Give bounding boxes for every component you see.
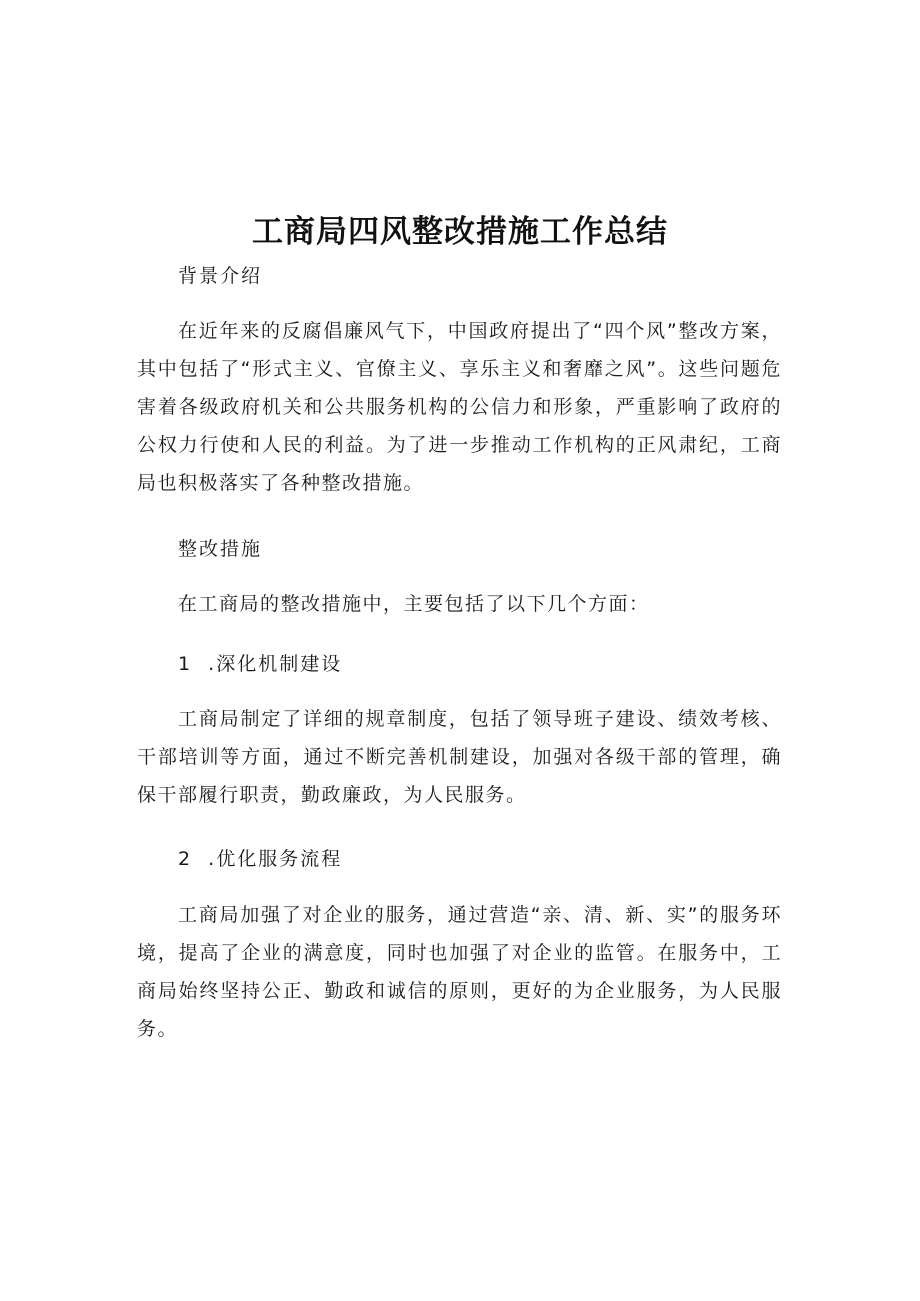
document-title: 工商局四风整改措施工作总结: [252, 214, 668, 250]
section-heading-background: 背景介绍: [178, 265, 263, 287]
item-paragraph-service: 工商局加强了对企业的服务，通过营造“亲、清、新、实”的服务环境，提高了企业的满意度，同时也加强了对企业的监管。在服务中，工商局始终坚持公正、勤政和诚信的原则，更好的为企业服务，为人民服务。: [137, 904, 782, 1040]
background-paragraph: 在近年来的反腐倡廉风气下，中国政府提出了“四个风”整改方案，其中包括了“形式主义、官僚主义、享乐主义和奢靡之风”。这些问题危害着各级政府机关和公共服务机构的公信力和形象，严重影响了政府的公权力行使和人民的利益。为了进一步推动工作机构的正风肃纪，工商局也积极落实了各种整改措施。: [137, 320, 782, 494]
section-heading-measures: 整改措施: [178, 538, 263, 560]
measures-intro-paragraph: 在工商局的整改措施中，主要包括了以下几个方面：: [178, 593, 650, 615]
item-paragraph-mechanism: 工商局制定了详细的规章制度，包括了领导班子建设、绩效考核、干部培训等方面，通过不断完善机制建设，加强对各级干部的管理，确保干部履行职责，勤政廉政，为人民服务。: [137, 708, 782, 806]
item-heading-mechanism: 1 .深化机制建设: [178, 653, 343, 675]
item-heading-service: 2 .优化服务流程: [178, 848, 343, 870]
